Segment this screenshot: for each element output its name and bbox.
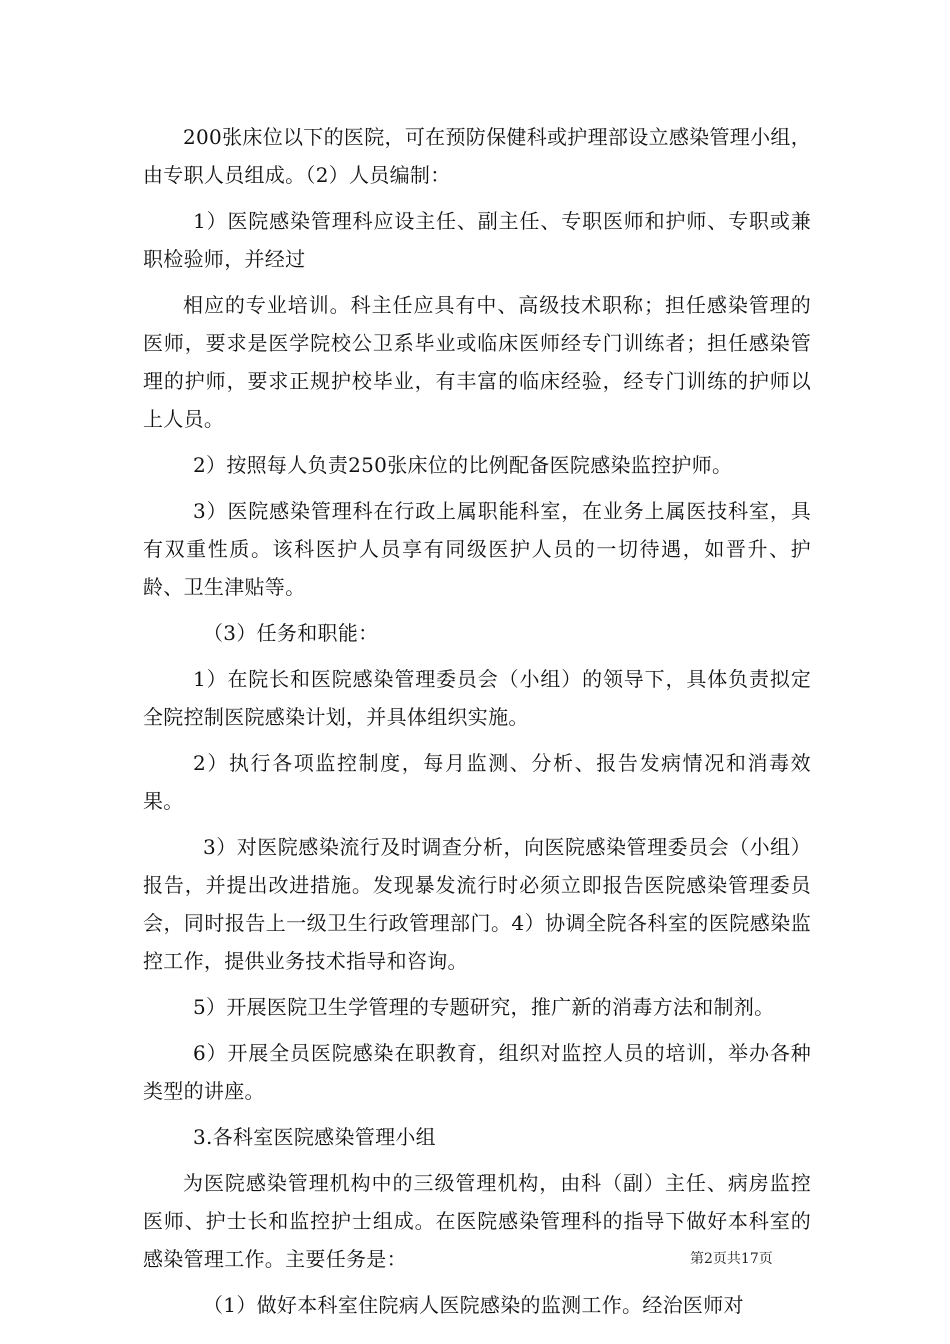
paragraph-department-group: 为医院感染管理机构中的三级管理机构，由科（副）主任、病房监控医师、护士长和监控护士组成。在医院感染管理科的指导下做好本科室的感染管理工作。主要任务是：: [143, 1171, 811, 1271]
paragraph-duty-2: 2）执行各项监控制度，每月监测、分析、报告发病情况和消毒效果。: [143, 751, 811, 813]
paragraph-duty-5: 5）开展医院卫生学管理的专题研究，推广新的消毒方法和制剂。: [193, 995, 775, 1019]
paragraph-duty-3-4: 3）对医院感染流行及时调查分析，向医院感染管理委员会（小组）报告，并提出改进措施。发现暴发流行时必须立即报告医院感染管理委员会，同时报告上一级卫生行政管理部门。4）协调全院各科室的医院感染监控工作，提供业务技术指导和咨询。: [143, 835, 811, 973]
paragraph-duties-heading: （3）任务和职能：: [203, 621, 379, 645]
paragraph-staffing-1-cont: 相应的专业培训。科主任应具有中、高级技术职称；担任感染管理的医师，要求是医学院校公卫系毕业或临床医师经专门训练者；担任感染管理的护师，要求正规护校毕业，有丰富的临床经验，经专门训练的护师以上人员。: [143, 293, 811, 431]
paragraph-intro-small-hospital: 200张床位以下的医院，可在预防保健科或护理部设立感染管理小组，由专职人员组成。（2）人员编制：: [143, 125, 811, 187]
page-number: 第2页共17页: [690, 1251, 773, 1267]
section-heading-department-group: 3.各科室医院感染管理小组: [193, 1125, 436, 1149]
paragraph-staffing-3: 3）医院感染管理科在行政上属职能科室，在业务上属医技科室，具有双重性质。该科医护人员享有同级医护人员的一切待遇，如晋升、护龄、卫生津贴等。: [143, 499, 811, 599]
paragraph-staffing-1: 1）医院感染管理科应设主任、副主任、专职医师和护师、专职或兼职检验师，并经过: [143, 209, 811, 271]
paragraph-duty-1: 1）在院长和医院感染管理委员会（小组）的领导下，具体负责拟定全院控制医院感染计划，并具体组织实施。: [143, 667, 811, 729]
paragraph-staffing-2: 2）按照每人负责250张床位的比例配备医院感染监控护师。: [193, 453, 733, 477]
document-body: [143, 118, 811, 1332]
paragraph-department-task-1: （1）做好本科室住院病人医院感染的监测工作。经治医师对: [203, 1293, 744, 1317]
paragraph-duty-6: 6）开展全员医院感染在职教育，组织对监控人员的培训，举办各种类型的讲座。: [143, 1041, 811, 1103]
